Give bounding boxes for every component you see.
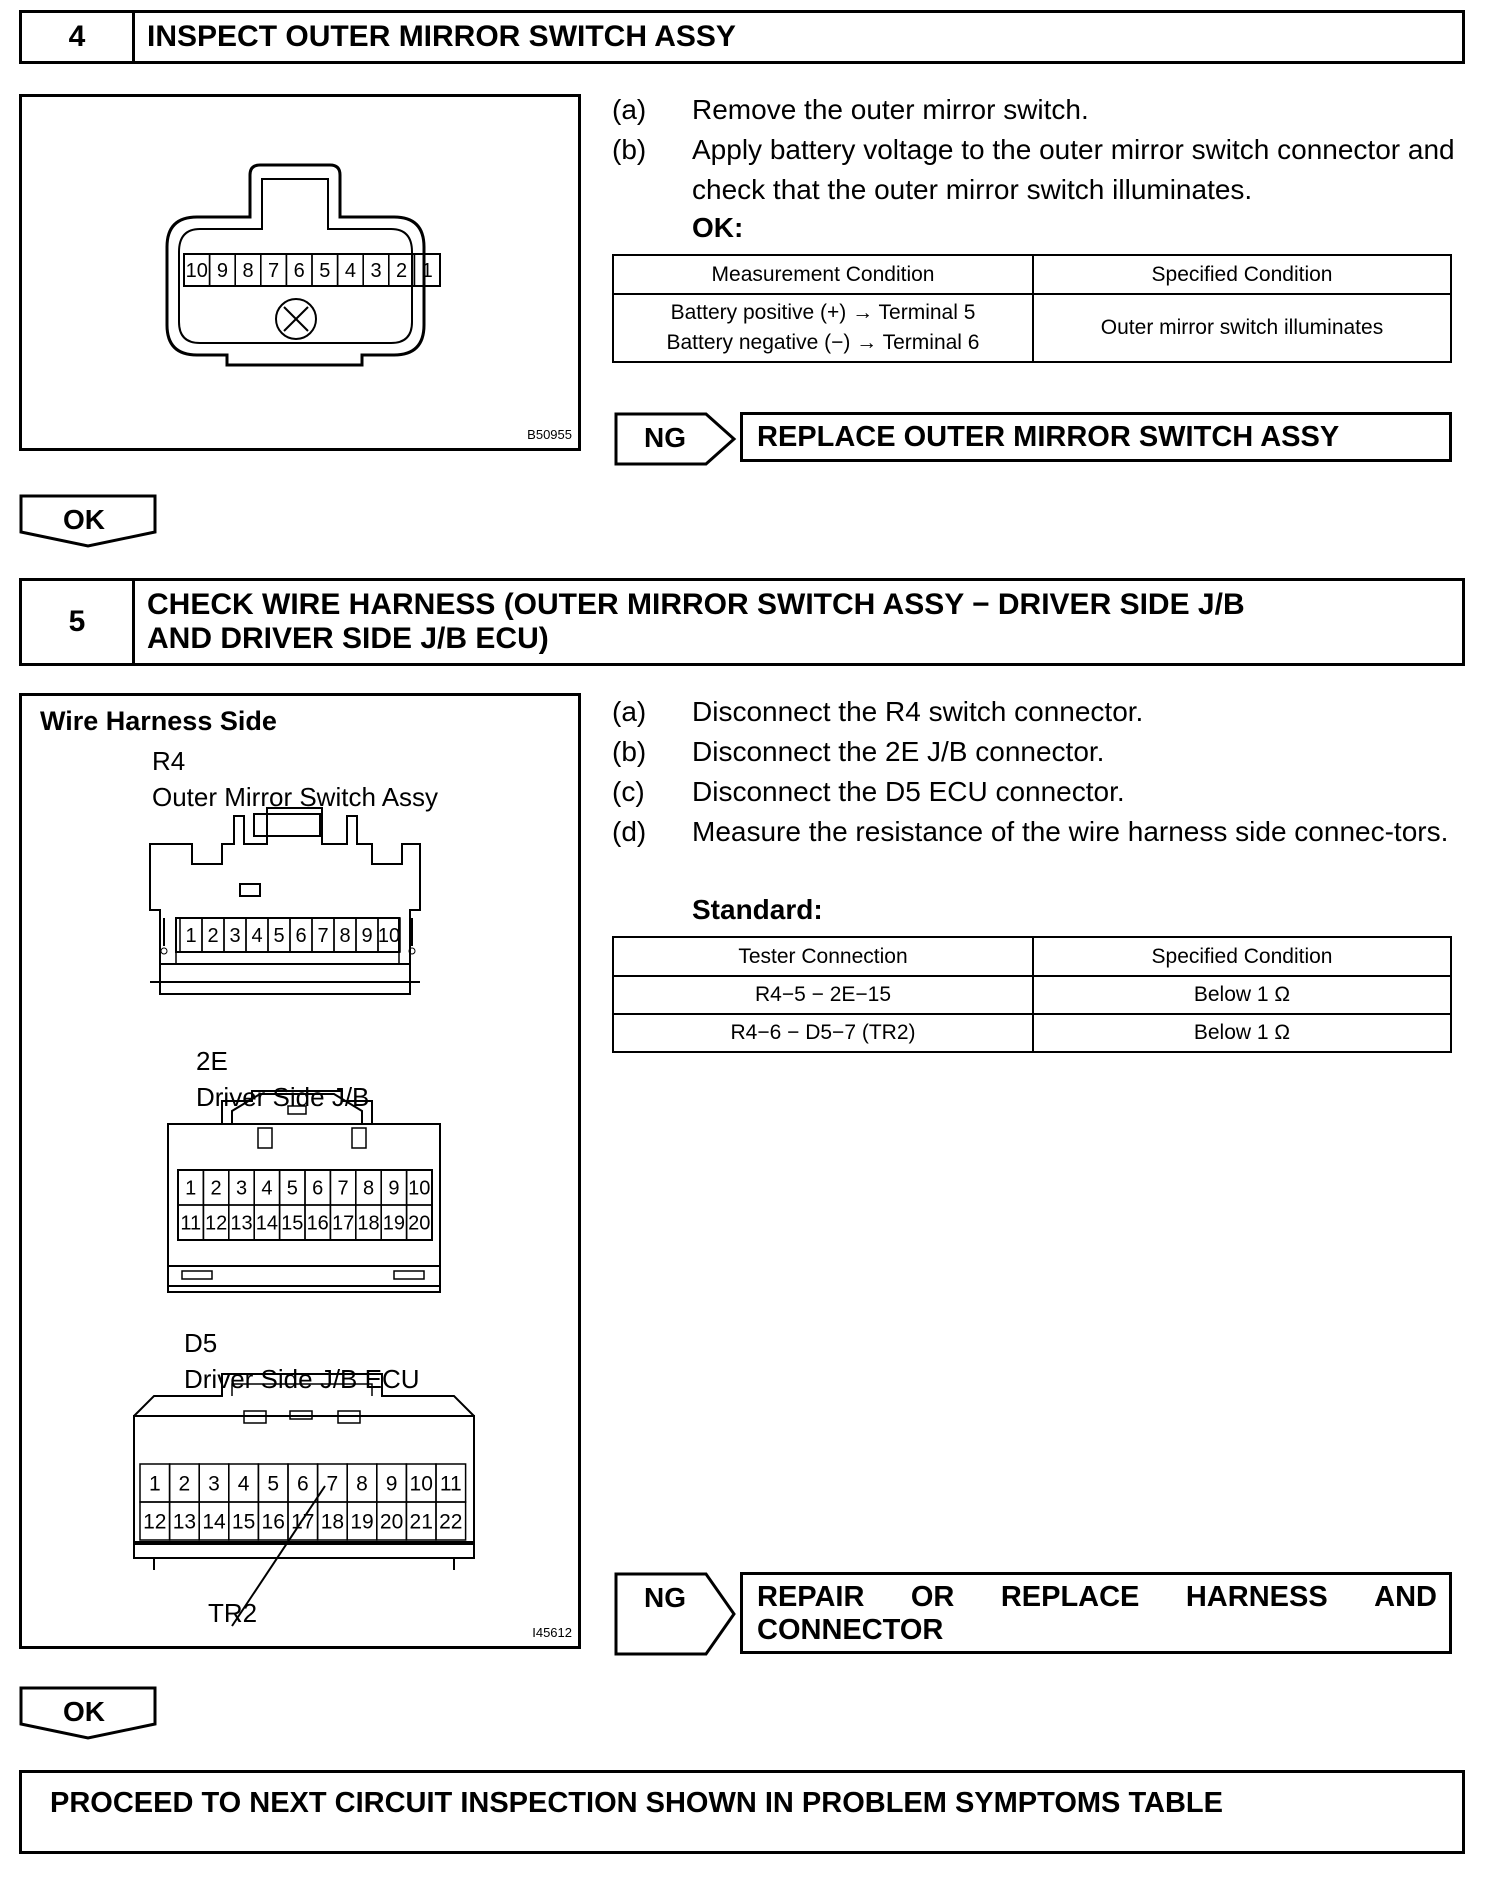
step-text: Disconnect the R4 switch connector.	[692, 696, 1144, 727]
pin-number: 19	[350, 1510, 374, 1534]
tr2-callout-label: TR2	[208, 1598, 258, 1628]
pin-number: 13	[230, 1212, 253, 1235]
step-label: (d)	[612, 816, 647, 847]
ng-action-word: REPAIR	[757, 1581, 865, 1613]
pin-number: 3	[229, 925, 241, 948]
condition-line: Battery positive (+) → Terminal 5	[670, 301, 976, 324]
ng-action-line	[757, 1581, 1437, 1614]
pin-number: 1	[421, 260, 433, 283]
pin-number: 8	[339, 925, 351, 948]
table-header: Measurement Condition	[613, 255, 1033, 294]
title-line: CHECK WIRE HARNESS (OUTER MIRROR SWITCH ASSY − DRIVER SIDE J/B	[147, 588, 1245, 621]
pin-number: 9	[388, 1177, 400, 1200]
table-header: Specified Condition	[1033, 255, 1451, 294]
ok-label: OK	[63, 504, 105, 535]
step-label: (b)	[612, 736, 647, 767]
table-cell: Below 1 Ω	[1033, 976, 1451, 1014]
pin-number: 14	[255, 1212, 279, 1235]
step5-number: 5	[22, 581, 135, 663]
pin-number: 2	[178, 1472, 191, 1496]
pin-number: 9	[216, 260, 228, 283]
step5-header	[19, 578, 1465, 666]
step4-ok-indicator	[19, 494, 159, 550]
pin-number: 5	[267, 1472, 280, 1496]
pin-number: 21	[409, 1510, 433, 1534]
pin-number: 1	[185, 1177, 197, 1200]
pin-number: 4	[251, 925, 263, 948]
pin-number: 3	[235, 1177, 248, 1200]
pin-number: 1	[185, 925, 197, 948]
pin-number: 14	[202, 1510, 226, 1534]
figure-heading: Wire Harness Side	[40, 706, 277, 736]
pin-number: 4	[261, 1177, 273, 1200]
pin-number: 15	[281, 1212, 304, 1235]
connector-code: 2E	[196, 1046, 228, 1076]
final-instruction-box	[19, 1770, 1465, 1854]
connector-code: R4	[152, 746, 186, 776]
pin-number: 5	[319, 260, 331, 283]
table-cell: R4−5 − 2E−15	[613, 976, 1033, 1014]
connector-code: D5	[184, 1328, 218, 1358]
step-label: (a)	[612, 696, 647, 727]
pin-number: 2	[207, 925, 219, 948]
pin-number: 3	[208, 1472, 220, 1496]
mirror-switch-connector-diagram	[22, 97, 578, 448]
step-text: Disconnect the D5 ECU connector.	[692, 776, 1125, 807]
pin-number: 17	[291, 1510, 315, 1534]
pin-number: 6	[312, 1177, 324, 1200]
ng-label: NG	[644, 1582, 686, 1613]
step5-figure	[19, 693, 581, 1649]
pin-number: 10	[409, 1472, 433, 1496]
pin-number: 5	[273, 925, 285, 948]
step4-figure-id: B50955	[527, 427, 572, 442]
pin-number: 2	[396, 260, 408, 283]
pin-number: 6	[293, 260, 305, 283]
pin-number: 20	[379, 1510, 404, 1534]
pin-number: 11	[180, 1212, 202, 1235]
pin-number: 20	[408, 1212, 431, 1235]
pin-number: 3	[370, 260, 382, 283]
pin-number: 10	[185, 260, 208, 283]
pin-number: 6	[296, 1472, 309, 1496]
ok-label: OK	[63, 1696, 105, 1727]
pin-number: 18	[357, 1212, 380, 1235]
step4-figure	[19, 94, 581, 451]
step-label: (b)	[612, 134, 647, 165]
connector-name: Driver Side J/B	[196, 1082, 370, 1112]
pin-number: 7	[268, 260, 280, 283]
ng-action-word: HARNESS	[1185, 1581, 1328, 1613]
step-label: (a)	[612, 94, 647, 125]
step-text: Measure the resistance of the wire harness side connec-tors.	[692, 816, 1449, 847]
step5-ng-indicator	[614, 1572, 726, 1654]
pin-number: 2	[210, 1177, 222, 1200]
ng-action-word: OR	[910, 1581, 955, 1613]
title-line: AND DRIVER SIDE J/B ECU)	[147, 622, 549, 655]
step5-title	[147, 581, 1452, 663]
step5-result-label: Standard:	[692, 894, 823, 925]
ng-action-line: CONNECTOR	[757, 1614, 944, 1646]
table-header: Specified Condition	[1033, 937, 1451, 976]
pin-number: 22	[439, 1510, 463, 1534]
table-cell: R4−6 − D5−7 (TR2)	[613, 1014, 1033, 1052]
pin-number: 4	[237, 1472, 250, 1496]
pin-number: 13	[172, 1510, 197, 1534]
pin-number: 7	[326, 1472, 339, 1496]
ng-label: NG	[644, 422, 686, 453]
pin-number: 7	[317, 925, 329, 948]
pin-number: 12	[204, 1212, 228, 1235]
step-text: Remove the outer mirror switch.	[692, 94, 1089, 125]
table-cell: Outer mirror switch illuminates	[1033, 294, 1451, 362]
table-cell: Below 1 Ω	[1033, 1014, 1451, 1052]
step4-ng-action	[740, 412, 1452, 462]
pin-number: 8	[356, 1472, 368, 1496]
pin-number: 8	[362, 1177, 375, 1200]
pin-number: 17	[331, 1212, 355, 1235]
pin-number: 16	[261, 1510, 285, 1534]
step5-figure-id: I45612	[532, 1625, 572, 1640]
pin-number: 16	[306, 1212, 329, 1235]
table-cell	[613, 294, 1033, 362]
condition-line: Battery negative (−) → Terminal 6	[666, 331, 980, 354]
pin-number: 1	[148, 1472, 161, 1496]
connector-name: Driver Side J/B ECU	[184, 1364, 420, 1394]
pin-number: 11	[439, 1472, 462, 1496]
pin-number: 6	[295, 925, 307, 948]
step4-result-label: OK:	[692, 212, 744, 243]
final-instruction-text: PROCEED TO NEXT CIRCUIT INSPECTION SHOWN IN PROBLEM SYMPTOMS TABLE	[50, 1787, 1223, 1819]
step4-title: INSPECT OUTER MIRROR SWITCH ASSY	[147, 20, 736, 53]
step4-number: 4	[22, 13, 135, 61]
connector-name: Outer Mirror Switch Assy	[152, 782, 439, 812]
pin-number: 10	[408, 1177, 431, 1200]
pin-number: 9	[361, 925, 373, 948]
r4-connector-diagram	[22, 696, 578, 1646]
pin-number: 15	[231, 1510, 256, 1534]
ng-action-word: REPLACE	[1000, 1581, 1140, 1613]
pin-number: 9	[385, 1472, 398, 1496]
step-label: (c)	[612, 776, 645, 807]
pin-number: 5	[286, 1177, 298, 1200]
step-text: Apply battery voltage to the outer mirror switch connector and check that the outer mirror switch illuminates.	[692, 134, 1455, 205]
pin-number: 4	[344, 260, 356, 283]
ng-action-word: AND	[1374, 1581, 1437, 1613]
step5-ok-indicator	[19, 1686, 159, 1742]
pin-number: 10	[377, 925, 401, 948]
pin-number: 18	[320, 1510, 345, 1534]
step5-spec-table	[612, 936, 1452, 1053]
table-header: Tester Connection	[613, 937, 1033, 976]
pin-number: 8	[242, 260, 254, 283]
pin-number: 19	[382, 1212, 406, 1235]
step4-spec-table	[612, 254, 1452, 363]
pin-number: 7	[337, 1177, 349, 1200]
step4-header	[19, 10, 1465, 64]
ng-action-text: REPLACE OUTER MIRROR SWITCH ASSY	[757, 421, 1340, 453]
step5-ng-action	[740, 1572, 1452, 1654]
pin-number: 12	[143, 1510, 167, 1534]
step-text: Disconnect the 2E J/B connector.	[692, 736, 1105, 767]
step4-ng-indicator	[614, 412, 726, 464]
